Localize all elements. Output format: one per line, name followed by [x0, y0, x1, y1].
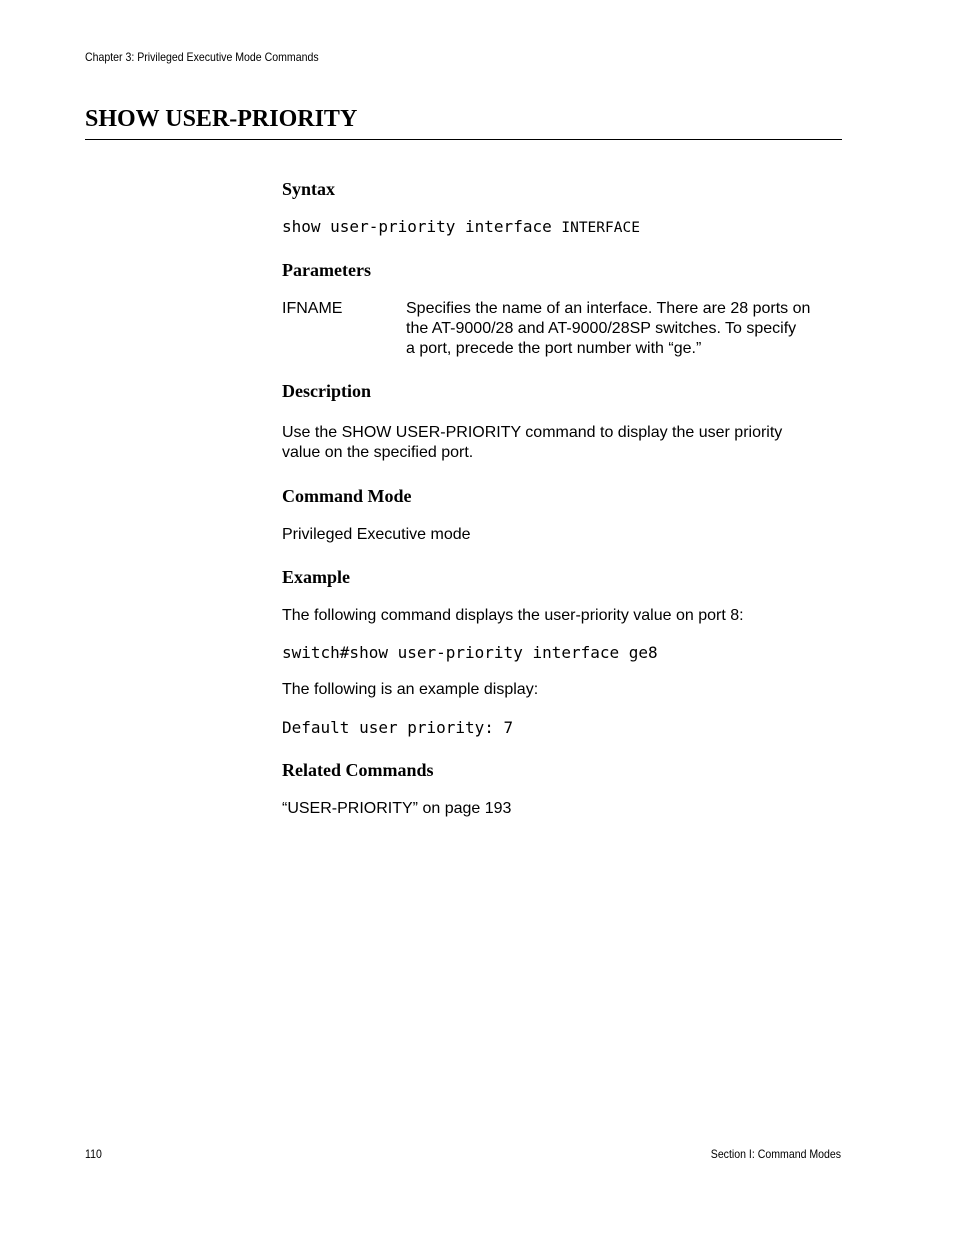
syntax-command: [282, 217, 640, 236]
command-mode-text: Privileged Executive mode: [282, 526, 471, 543]
syntax-heading: Syntax: [282, 179, 336, 199]
description-text: [282, 423, 782, 463]
parameter-description-line: Specifies the name of an interface. There are 28 ports on: [406, 300, 811, 317]
description-heading: Description: [282, 381, 371, 401]
parameter-name: IFNAME: [282, 300, 343, 317]
syntax-argument: INTERFACE: [561, 220, 640, 236]
example-display: Default user priority: 7: [282, 718, 514, 737]
example-command: switch#show user-priority interface ge8: [282, 643, 658, 662]
description-line: value on the specified port.: [282, 444, 474, 461]
parameter-description-line: the AT-9000/28 and AT-9000/28SP switches. To specify: [406, 320, 797, 337]
parameter-description: [406, 299, 842, 359]
page-title: SHOW USER-PRIORITY: [85, 106, 358, 132]
example-intro: The following command displays the user-priority value on port 8:: [282, 607, 744, 624]
description-line: Use the SHOW USER-PRIORITY command to display the user priority: [282, 424, 783, 441]
related-commands-heading: Related Commands: [282, 760, 434, 780]
running-header: Chapter 3: Privileged Executive Mode Commands: [85, 50, 319, 64]
page-number: 110: [85, 1147, 102, 1161]
parameter-description-line: a port, precede the port number with “ge.”: [406, 340, 702, 357]
example-heading: Example: [282, 567, 351, 587]
title-rule: [85, 139, 842, 140]
related-command-link[interactable]: “USER-PRIORITY” on page 193: [282, 800, 512, 817]
footer-section: Section I: Command Modes: [710, 1147, 841, 1161]
syntax-command-text: show user-priority interface: [282, 217, 562, 236]
parameters-heading: Parameters: [282, 260, 371, 280]
command-mode-heading: Command Mode: [282, 486, 412, 506]
example-display-intro: The following is an example display:: [282, 681, 539, 698]
